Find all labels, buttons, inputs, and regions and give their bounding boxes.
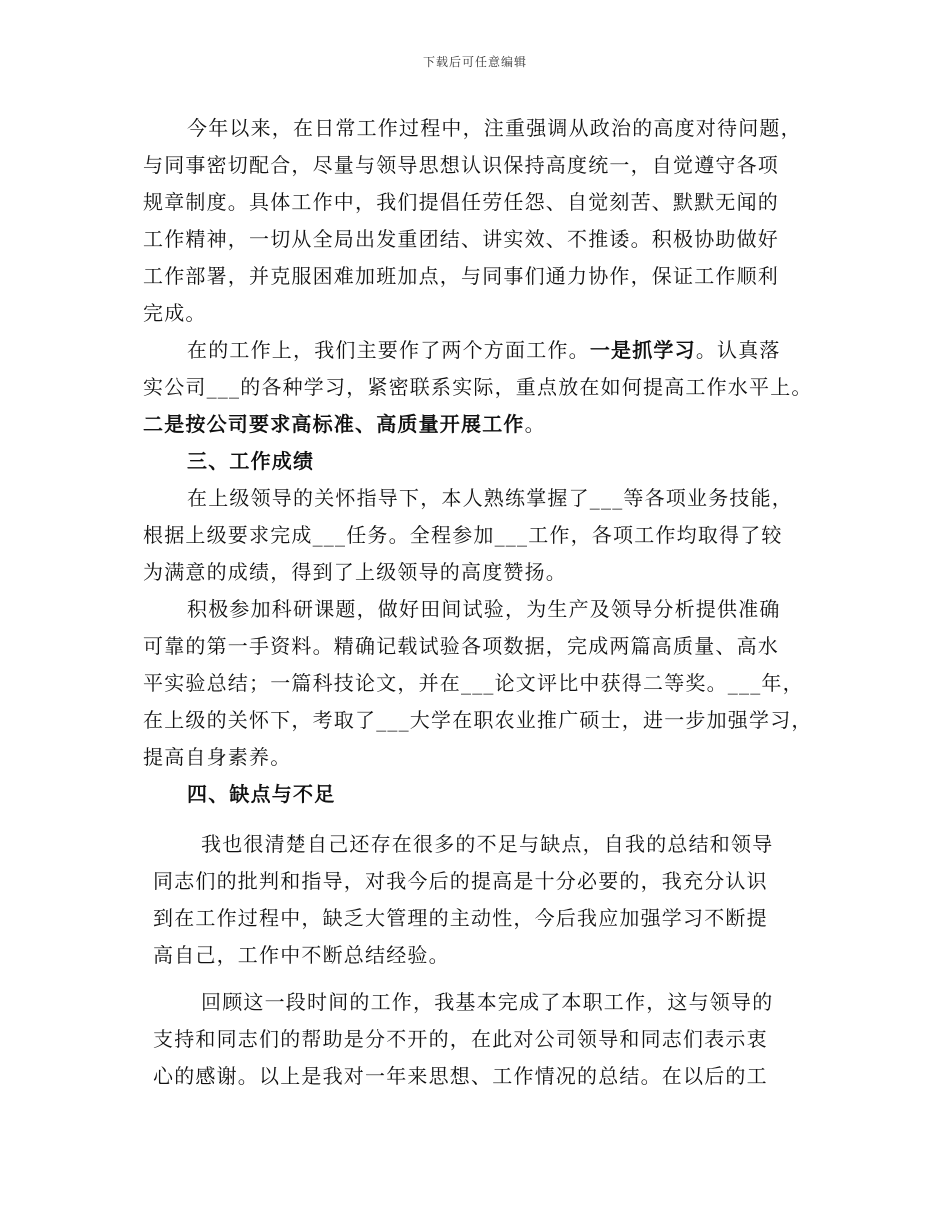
paragraph-line	[143, 406, 833, 443]
paragraph-line: 规章制度。具体工作中，我们提倡任劳任怨、自觉刻苦、默默无闻的	[143, 190, 779, 214]
paragraph-line: 今年以来，在日常工作过程中，注重强调从政治的高度对待问题，	[187, 116, 802, 140]
document-body	[143, 110, 833, 813]
paragraph-line: 在上级的关怀下，考取了___大学在职农业推广硕士，进一步加强学习，	[143, 708, 813, 732]
paragraph-line: 心的感谢。以上是我对一年来思想、工作情况的总结。在以后的工	[153, 1064, 768, 1088]
bold-text-run: 二是按公司要求高标准、高质量开展工作	[143, 412, 525, 436]
paragraph-line	[143, 332, 833, 369]
paragraph-line: 工作部署，并克服困难加班加点，与同事们通力协作，保证工作顺利	[143, 264, 779, 288]
text-run: 在的工作上，我们主要作了两个方面工作。	[187, 338, 590, 362]
text-run: 。	[524, 412, 546, 436]
paragraph-line: 为满意的成绩，得到了上级领导的高度赞扬。	[143, 560, 567, 584]
paragraph-line: 实公司___的各种学习，紧密联系实际，重点放在如何提高工作水平上。	[143, 375, 813, 399]
page-header: 下载后可任意编辑	[422, 55, 527, 69]
paragraph-line: 支持和同志们的帮助是分不开的，在此对公司领导和同志们表示衷	[153, 1027, 768, 1051]
section-heading: 三、工作成绩	[187, 449, 315, 473]
paragraph-line: 积极参加科研课题，做好田间试验，为生产及领导分析提供准确	[187, 597, 781, 621]
paragraph-line: 我也很清楚自己还存在很多的不足与缺点，自我的总结和领导	[201, 832, 774, 856]
paragraph-line: 到在工作过程中，缺乏大管理的主动性，今后我应加强学习不断提	[153, 906, 768, 930]
paragraph-line: 在上级领导的关怀指导下，本人熟练掌握了___等各项业务技能，	[187, 486, 793, 510]
paragraph-line: 提高自身素养。	[143, 745, 292, 769]
section-heading: 四、缺点与不足	[187, 782, 336, 806]
paragraph-block	[153, 984, 813, 1095]
paragraph-line: 根据上级要求完成___任务。全程参加___工作，各项工作均取得了较	[143, 523, 783, 547]
paragraph-line: 与同事密切配合，尽量与领导思想认识保持高度统一，自觉遵守各项	[143, 153, 779, 177]
paragraph-line: 工作精神，一切从全局出发重团结、讲实效、不推诿。积极协助做好	[143, 227, 779, 251]
paragraph-line: 平实验总结；一篇科技论文，并在___论文评比中获得二等奖。___年，	[143, 671, 804, 695]
paragraph-line: 完成。	[143, 301, 207, 325]
paragraph-line: 回顾这一段时间的工作，我基本完成了本职工作，这与领导的	[201, 990, 774, 1014]
bold-text-run: 一是抓学习	[589, 338, 696, 362]
text-run: 。认真落	[695, 338, 781, 362]
paragraph-line: 高自己，工作中不断总结经验。	[153, 943, 450, 967]
paragraph-block	[153, 826, 813, 974]
paragraph-line: 可靠的第一手资料。精确记载试验各项数据，完成两篇高质量、高水	[143, 634, 779, 658]
paragraph-line: 同志们的批判和指导，对我今后的提高是十分必要的，我充分认识	[153, 869, 768, 893]
